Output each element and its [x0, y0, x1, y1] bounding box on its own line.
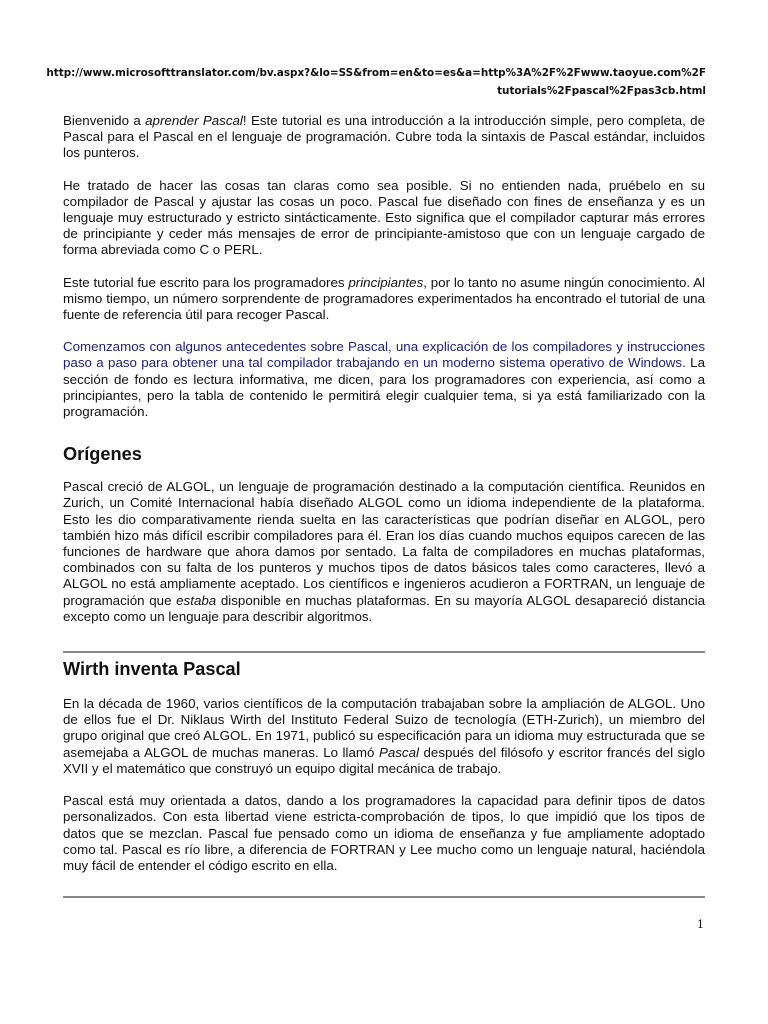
origenes-paragraph-1	[63, 479, 705, 625]
text-run: Pascal creció de ALGOL, un lenguaje de programación destinado a la computación científica. Reunidos en Zurich, un Comité Internacional había diseñado ALGOL como un idioma independiente de la plataforma. Esto les dio comparativamente rienda suelta en las características que podrían diseñar en ALGOL, pero también hizo más difícil escribir compiladores para él. Eran los días cuando muchos equipos carecen de las funciones de hardware que ahora damos por sentado. La falta de compiladores en muchas plataformas, combinados con su falta de los punteros y muchos tipos de datos básicos tales como caracteres, llevó a ALGOL no está ampliamente aceptado. Los científicos e ingenieros acudieron a FORTRAN, un lenguaje de programación que	[63, 479, 705, 608]
source-url-line1[interactable]: http://www.microsofttranslator.com/bv.aspx?&lo=SS&from=en&to=es&a=http%3A%2F%2Fwww.taoyue.com%2F	[46, 67, 706, 79]
text-run: La sección de fondo es lectura informativa, me dicen, para los programadores con experiencia, así como a principiantes, pero la tabla de contenido le permitirá elegir cualquier tema, si ya está familiarizado con la programación.	[63, 355, 705, 420]
page-number: 1	[697, 918, 704, 931]
emphasis-pascal: Pascal	[378, 744, 419, 760]
wirth-paragraph-2: Pascal está muy orientada a datos, dando a los programadores la capacidad para definir tipos de datos personalizados. Con esta libertad viene estricta-comprobación de tipos, lo que impidió que los tipos de datos que se mezclan. Pascal fue pensado como un idioma de enseñanza y fue ampliamente adoptado como tal. Pascal es río libre, a diferencia de FORTRAN y Lee mucho como un lenguaje natural, haciéndola muy fácil de entender el código escrito en ella.	[63, 793, 705, 873]
heading-wirth-inventa-pascal: Wirth inventa Pascal	[63, 659, 241, 680]
text-run: disponible en muchas plataformas. En su mayoría ALGOL desapareció distancia excepto como un lenguaje para describir algoritmos.	[63, 592, 705, 624]
heading-origenes: Orígenes	[63, 444, 142, 465]
text-run: Este tutorial fue escrito para los programadores	[63, 274, 349, 290]
text-run: En la década de 1960, varios científicos de la computación trabajaban sobre la ampliación de ALGOL. Uno de ellos fue el Dr. Niklaus Wirth del Instituto Federal Suizo de tecnología (ETH-Zurich), un miembro del grupo original que creó ALGOL. En 1971, publicó su especificación para un idioma muy estructurada que se asemejaba a ALGOL de muchas maneras. Lo llamó	[63, 696, 705, 760]
intro-paragraph-1	[63, 113, 705, 162]
background-link[interactable]: Comenzamos con algunos antecedentes sobre Pascal, una explicación de los compiladores y instrucciones paso a paso para obtener una tal compilador trabajando en un moderno sistema operativo de Windows.	[63, 339, 705, 371]
emphasis-principiantes: principiantes	[348, 274, 424, 290]
wirth-paragraph-1	[63, 696, 705, 777]
text-run: , por lo tanto no asume ningún conocimiento. Al mismo tiempo, un número sorprendente de programadores experimentados ha encontrado el tutorial de una fuente de referencia útil para recoger Pascal.	[63, 274, 706, 323]
section-divider-bottom	[63, 896, 705, 898]
text-run: ! Este tutorial es una introducción a la introducción simple, pero completa, de Pascal para el Pascal en el lenguaje de programación. Cubre toda la sintaxis de Pascal estándar, incluidos los punteros.	[63, 113, 705, 161]
source-url[interactable]	[46, 64, 706, 100]
intro-paragraph-2: He tratado de hacer las cosas tan claras como sea posible. Si no entienden nada, pruébelo en su compilador de Pascal y ajustar las cosas un poco. Pascal fue diseñado con fines de enseñanza y es un lenguaje muy estructurado y estricto sintácticamente. Esto significa que el compilador capturar más errores de principiante y ceder más mensajes de error de principiante-amistoso que con un lenguaje cargado de forma abreviada como C o PERL.	[63, 177, 705, 258]
emphasis-aprender-pascal: aprender Pascal	[145, 113, 243, 128]
main-content	[63, 113, 705, 898]
text-run: Bienvenido a	[63, 113, 146, 128]
intro-paragraph-4	[63, 339, 705, 420]
intro-paragraph-3	[63, 275, 705, 324]
text-run: después del filósofo y escritor francés del siglo XVII y el matemático que construyó un equipo digital mecánica de trabajo.	[63, 744, 706, 776]
source-url-line2[interactable]: tutorials%2Fpascal%2Fpas3cb.html	[497, 85, 706, 97]
emphasis-estaba: estaba	[176, 592, 217, 608]
